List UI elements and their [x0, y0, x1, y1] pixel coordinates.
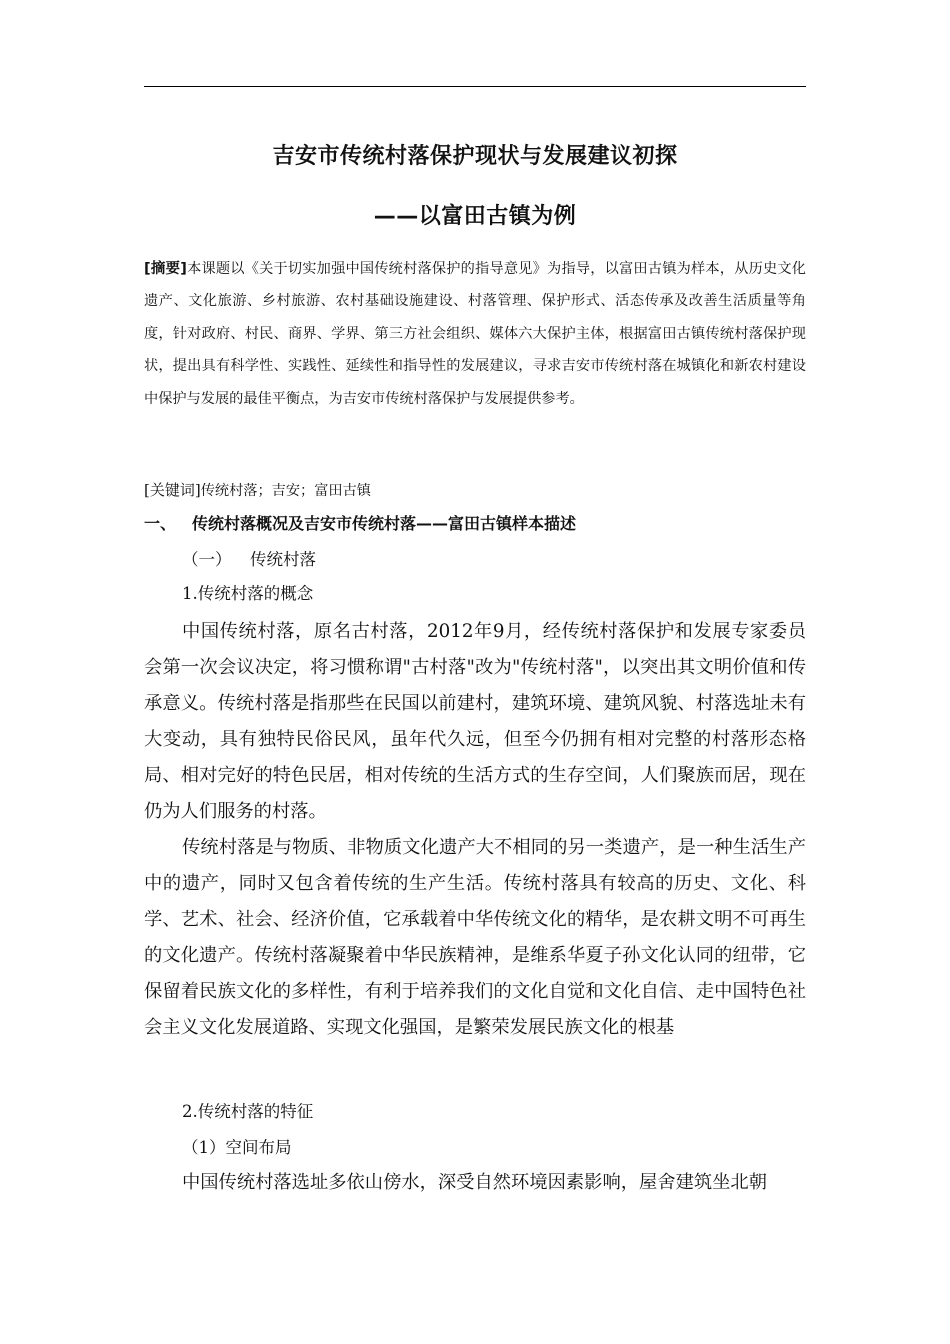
section-heading-1: [144, 511, 806, 537]
header-rule: [144, 86, 806, 87]
paragraph-spatial-layout: 中国传统村落选址多依山傍水，深受自然环境因素影响，屋舍建筑坐北朝: [182, 1172, 767, 1193]
document-title: 吉安市传统村落保护现状与发展建议初探: [272, 144, 678, 169]
document-subtitle: ——以富田古镇为例: [373, 204, 577, 229]
section-title: 传统村落概况及吉安市传统村落——富田古镇样本描述: [192, 514, 577, 533]
heading-spatial-layout: （1）空间布局: [182, 1138, 292, 1157]
section-number: 一、: [144, 514, 177, 533]
abstract-label: [摘要]: [144, 261, 187, 277]
abstract-block: [144, 253, 806, 415]
paragraph-concept: 中国传统村落，原名古村落，2012年9月，经传统村落保护和发展专家委员会第一次会议决定，将习惯称谓"古村落"改为"传统村落"，以突出其文明价值和传承意义。传统村落是指那些在民国以前建村，建筑环境、建筑风貌、村落选址未有大变动，具有独特民俗民风，虽年代久远，但至今仍拥有相对完整的村落形态格局、相对完好的特色民居，相对传统的生活方式的生存空间，人们聚族而居，现在仍为人们服务的村落。: [144, 621, 806, 822]
keywords-label: [关键词]: [144, 481, 201, 499]
keywords-block: [144, 478, 806, 503]
abstract-text: 本课题以《关于切实加强中国传统村落保护的指导意见》为指导，以富田古镇为样本，从历史文化遗产、文化旅游、乡村旅游、农村基础设施建设、村落管理、保护形式、活态传承及改善生活质量等角度，针对政府、村民、商界、学界、第三方社会组织、媒体六大保护主体，根据富田古镇传统村落保护现状，提出具有科学性、实践性、延续性和指导性的发展建议，寻求吉安市传统村落在城镇化和新农村建设中保护与发展的最佳平衡点，为吉安市传统村落保护与发展提供参考。: [144, 261, 806, 407]
heading-features: 2.传统村落的特征: [182, 1102, 314, 1121]
subsection-heading-1: [182, 547, 316, 573]
heading-concept: 1.传统村落的概念: [182, 584, 314, 603]
subsection-number: （一）: [182, 550, 232, 569]
paragraph-heritage: 传统村落是与物质、非物质文化遗产大不相同的另一类遗产，是一种生活生产中的遗产，同时又包含着传统的生产生活。传统村落具有较高的历史、文化、科学、艺术、社会、经济价值，它承载着中华传统文化的精华，是农耕文明不可再生的文化遗产。传统村落凝聚着中华民族精神，是维系华夏子孙文化认同的纽带，它保留着民族文化的多样性，有利于培养我们的文化自觉和文化自信、走中国特色社会主义文化发展道路、实现文化强国，是繁荣发展民族文化的根基: [144, 837, 806, 1038]
keywords-text: 传统村落；吉安；富田古镇: [200, 483, 371, 499]
subsection-title: 传统村落: [250, 550, 316, 569]
